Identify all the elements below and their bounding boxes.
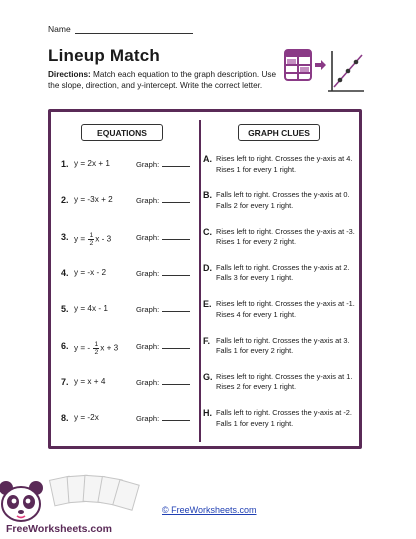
equations-header: EQUATIONS (81, 124, 163, 141)
equation-text-suffix: x + 3 (100, 343, 119, 353)
equation-row (61, 299, 201, 321)
graph-answer (136, 342, 190, 351)
name-line (75, 25, 193, 34)
clue-letter: H. (203, 408, 212, 419)
worksheet-frame (48, 109, 362, 449)
graph-label: Graph: (136, 232, 160, 242)
footer-link[interactable]: © FreeWorksheets.com (162, 505, 257, 515)
clue-text (216, 372, 358, 393)
equation-number: 7. (61, 376, 69, 387)
clue-letter: G. (203, 371, 213, 382)
clue-text (216, 190, 358, 211)
name-row (48, 24, 193, 34)
clue-line: Rises left to right. Crosses the y-axis at -1. (216, 299, 355, 309)
answer-blank[interactable] (162, 378, 190, 385)
equation-row (61, 154, 201, 176)
equation-row (61, 408, 201, 430)
clue-text (216, 263, 358, 284)
clue-line: Rises 1 for every 1 right. (216, 164, 297, 174)
clue-letter: C. (203, 226, 212, 237)
equation-fraction (93, 341, 99, 356)
equation-number: 8. (61, 413, 69, 424)
equation-text: y = - (74, 343, 91, 353)
equation-row (61, 372, 201, 394)
graph-label: Graph: (136, 268, 160, 278)
answer-blank[interactable] (162, 269, 190, 276)
equation-number: 2. (61, 195, 69, 206)
equation-row (61, 227, 201, 249)
table-to-graph-icon (284, 47, 366, 95)
graph-answer (136, 378, 190, 387)
clues-header: GRAPH CLUES (238, 124, 320, 141)
clue-letter: E. (203, 299, 212, 310)
graph-label: Graph: (136, 196, 160, 206)
answer-blank[interactable] (162, 414, 190, 421)
clue-line: Rises 1 for every 2 right. (216, 237, 297, 247)
fraction-numerator: 1 (89, 231, 94, 239)
clue-text (216, 336, 358, 357)
equation-row (61, 263, 201, 285)
equation-expression (74, 232, 111, 247)
graph-label: Graph: (136, 414, 160, 424)
equation-expression (74, 377, 105, 386)
equation-number: 1. (61, 159, 69, 169)
equation-row (61, 190, 201, 212)
answer-blank[interactable] (162, 196, 190, 203)
equation-number: 5. (61, 304, 69, 315)
clue-text (216, 154, 358, 175)
equation-text: y = x + 4 (74, 376, 106, 386)
graph-answer (136, 233, 190, 242)
clue-line: Falls 3 for every 1 right. (216, 273, 294, 283)
worksheet-thumbnails (50, 475, 140, 510)
clue-line: Falls 2 for every 1 right. (216, 200, 294, 210)
equation-text: y = 2x + 1 (74, 159, 110, 168)
equation-text: y = -x - 2 (74, 267, 107, 277)
equation-text: y = -2x (74, 413, 99, 423)
answer-blank[interactable] (162, 305, 190, 312)
clue-letter: A. (203, 154, 212, 164)
equation-expression (74, 413, 99, 422)
equation-number: 3. (61, 231, 69, 242)
equation-text: y = 4x - 1 (74, 304, 108, 314)
clue-line: Falls left to right. Crosses the y-axis at 2. (216, 262, 350, 272)
answer-blank[interactable] (162, 160, 190, 167)
equation-expression (74, 195, 113, 204)
directions-text: Match each equation to the graph description. Use the slope, direction, and y-intercept. Write the correct letter. (48, 70, 277, 90)
clue-text (216, 408, 358, 429)
directions-label: Directions: (48, 70, 91, 79)
equation-text: y = -3x + 2 (74, 195, 113, 205)
graph-label: Graph: (136, 305, 160, 315)
equation-fraction (88, 232, 94, 247)
panda-mascot-logo (0, 470, 150, 539)
clue-line: Rises 2 for every 1 right. (216, 382, 297, 392)
clue-letter: F. (203, 335, 211, 346)
clue-letter: B. (203, 190, 212, 201)
equation-expression (74, 341, 118, 356)
clue-line: Falls left to right. Crosses the y-axis at 3. (216, 335, 350, 345)
clue-text (216, 227, 358, 248)
graph-answer (136, 196, 190, 205)
equation-text: y = (74, 234, 86, 244)
graph-answer (136, 160, 190, 169)
logo-text: FreeWorksheets.com (6, 523, 113, 535)
answer-blank[interactable] (162, 342, 190, 349)
equation-expression (74, 304, 108, 313)
fraction-denominator: 2 (94, 348, 99, 356)
clue-line: Falls 1 for every 2 right. (216, 346, 294, 355)
equation-text-suffix: x - 3 (95, 234, 112, 244)
clue-line: Falls left to right. Crosses the y-axis at 0. (216, 190, 350, 200)
graph-label: Graph: (136, 377, 160, 387)
equation-row (61, 336, 201, 358)
clue-line: Rises left to right. Crosses the y-axis at 4. (216, 154, 353, 163)
clue-line: Falls left to right. Crosses the y-axis at -2. (216, 408, 352, 418)
graph-label: Graph: (136, 160, 160, 169)
graph-answer (136, 414, 190, 423)
answer-blank[interactable] (162, 233, 190, 240)
equation-expression (74, 159, 110, 168)
fraction-numerator: 1 (94, 340, 99, 348)
clue-letter: D. (203, 262, 212, 273)
equation-number: 6. (61, 340, 69, 351)
name-label: Name (48, 24, 71, 34)
clue-line: Rises left to right. Crosses the y-axis at -3. (216, 226, 355, 236)
clue-line: Falls 1 for every 1 right. (216, 418, 294, 428)
graph-answer (136, 269, 190, 278)
equation-number: 4. (61, 267, 69, 278)
graph-answer (136, 305, 190, 314)
clue-line: Rises 4 for every 1 right. (216, 309, 297, 319)
fraction-denominator: 2 (89, 239, 94, 247)
page-title: Lineup Match (48, 46, 160, 65)
clue-line: Rises left to right. Crosses the y-axis at 1. (216, 371, 353, 381)
graph-label: Graph: (136, 341, 160, 351)
equation-expression (74, 268, 106, 277)
clue-text (216, 299, 358, 320)
directions (48, 70, 276, 91)
